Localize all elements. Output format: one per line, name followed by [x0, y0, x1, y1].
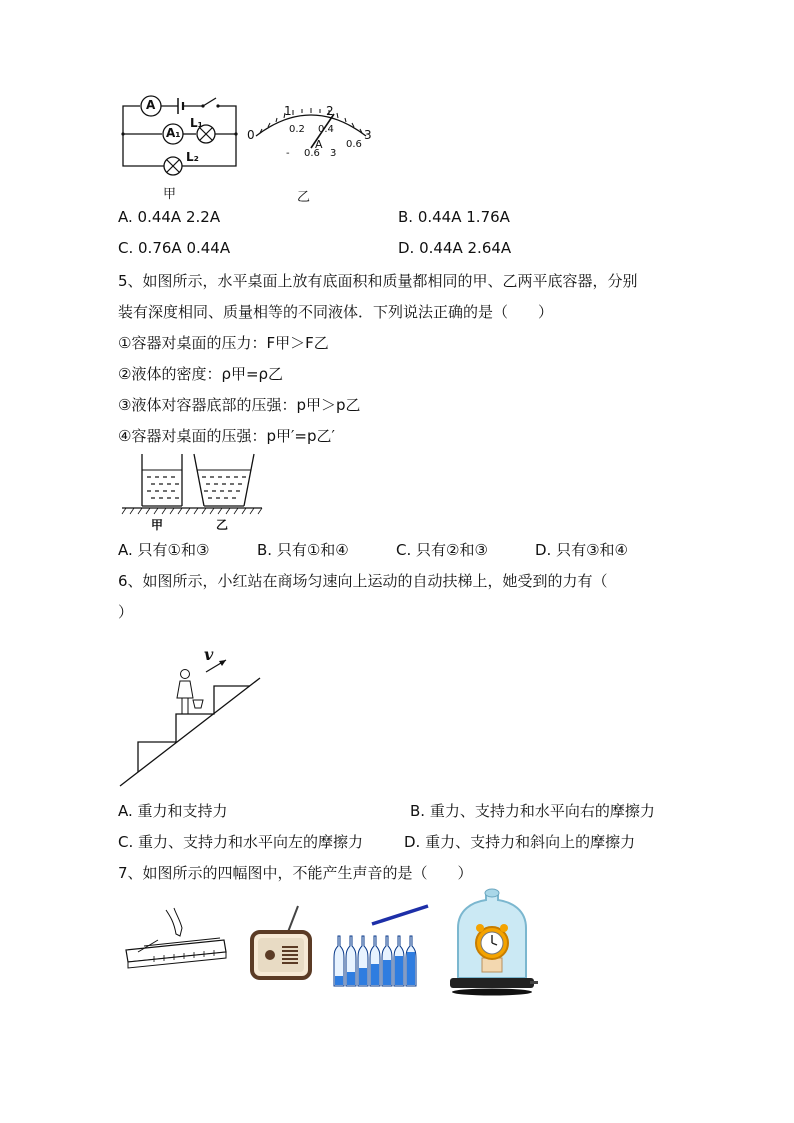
- q4-fig-label-yi: 乙: [297, 190, 311, 205]
- q5-option-d: D. 只有③和④: [535, 541, 628, 559]
- q5-statement-3: ③液体对容器底部的压强：p甲＞p乙: [118, 396, 361, 414]
- lamp-l2-label: L₂: [186, 150, 199, 164]
- escalator-figure: [118, 646, 268, 791]
- containers-figure: [122, 452, 262, 518]
- q5-fig-label-jia: 甲: [151, 518, 164, 532]
- q5-option-b: B. 只有①和④: [257, 541, 349, 559]
- meter-terminal-0-6: 0.6: [304, 148, 320, 159]
- q4-fig-label-jia: 甲: [163, 187, 177, 202]
- meter-unit: A: [315, 138, 323, 151]
- bell-jar-clock-figure: [446, 888, 538, 996]
- q7-stem: 7、如图所示的四幅图中，不能产生声音的是（ ）: [118, 864, 473, 882]
- meter-scale-0: 0: [247, 128, 255, 142]
- q5-statement-2: ②液体的密度：ρ甲=ρ乙: [118, 365, 284, 383]
- q4-option-a: A. 0.44A 2.2A: [118, 208, 221, 226]
- q6-option-d: D. 重力、支持力和斜向上的摩擦力: [404, 833, 636, 851]
- meter-scale-3: 3: [364, 128, 372, 142]
- q4-option-d: D. 0.44A 2.64A: [398, 239, 512, 257]
- q6-option-c: C. 重力、支持力和水平向左的摩擦力: [118, 833, 364, 851]
- q5-option-a: A. 只有①和③: [118, 541, 210, 559]
- radio-figure: [246, 904, 316, 982]
- q5-stem-line2: 装有深度相同、质量相等的不同液体．下列说法正确的是（ ）: [118, 303, 554, 321]
- meter-scale-0-4: 0.4: [318, 124, 334, 135]
- water-bottles-figure: [330, 902, 432, 988]
- q6-option-a: A. 重力和支持力: [118, 802, 228, 820]
- ammeter-a1-label: A₁: [166, 126, 181, 140]
- ruler-on-table-figure: [124, 906, 232, 976]
- q6-option-b: B. 重力、支持力和水平向右的摩擦力: [410, 802, 655, 820]
- q5-option-c: C. 只有②和③: [396, 541, 488, 559]
- q6-stem-line2: ）: [118, 603, 134, 621]
- velocity-label: v: [204, 645, 214, 664]
- lamp-l1-label: L₁: [190, 116, 203, 130]
- q5-stem-line1: 5、如图所示，水平桌面上放有底面积和质量都相同的甲、乙两平底容器，分别: [118, 272, 638, 290]
- meter-scale-0-2: 0.2: [289, 124, 305, 135]
- meter-terminal-minus: -: [286, 148, 290, 159]
- meter-scale-0-6: 0.6: [346, 139, 362, 150]
- q6-stem-line1: 6、如图所示，小红站在商场匀速向上运动的自动扶梯上，她受到的力有（: [118, 572, 608, 590]
- q5-fig-label-yi: 乙: [216, 518, 229, 532]
- q5-statement-1: ①容器对桌面的压力：F甲＞F乙: [118, 334, 329, 352]
- circuit-diagram: [118, 94, 248, 176]
- q4-option-b: B. 0.44A 1.76A: [398, 208, 510, 226]
- q4-option-c: C. 0.76A 0.44A: [118, 239, 231, 257]
- meter-scale-1: 1: [284, 104, 292, 118]
- ammeter-a-label: A: [146, 98, 156, 112]
- q5-statement-4: ④容器对桌面的压强：p甲′=p乙′: [118, 427, 335, 445]
- meter-terminal-3: 3: [330, 148, 337, 159]
- meter-scale-2: 2: [326, 104, 334, 118]
